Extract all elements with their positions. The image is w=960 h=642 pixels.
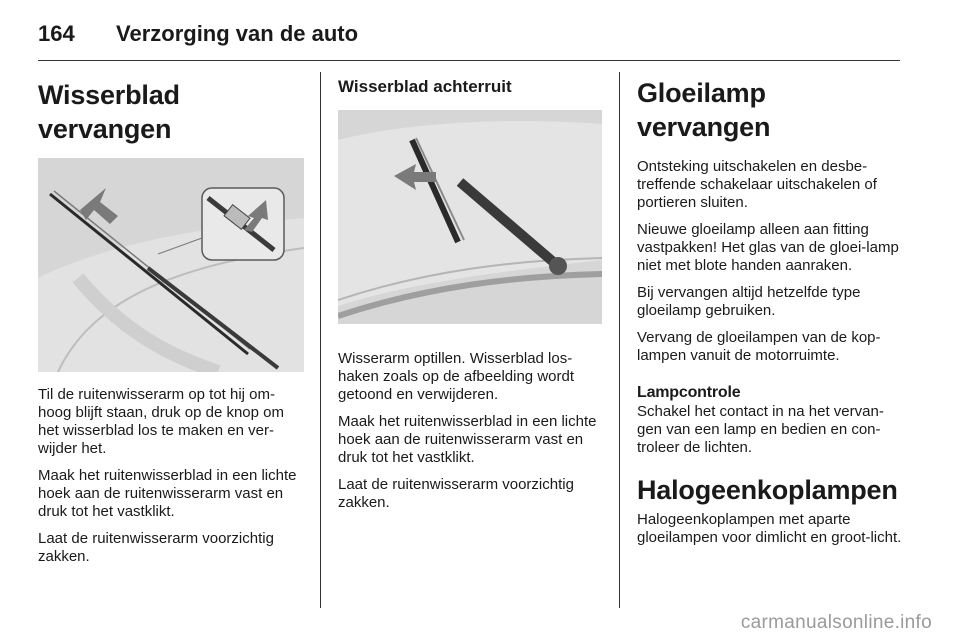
paragraph: Laat de ruitenwisserarm voorzichtig zakken.	[338, 476, 574, 511]
column-1	[38, 72, 304, 575]
column-3	[637, 72, 905, 556]
paragraph: Bij vervangen altijd hetzelfde type gloeilamp gebruiken.	[637, 284, 861, 319]
paragraph: Wisserarm optillen. Wisserblad los-haken zoals op de afbeelding wordt getoond en verwijderen.	[338, 350, 575, 403]
page-title: Verzorging van de auto	[116, 21, 359, 46]
section-heading-rear-wiper: Wisserblad achterruit	[338, 77, 512, 96]
wiper-blade-illustration	[38, 158, 304, 372]
page-header	[38, 14, 358, 54]
paragraph: Halogeenkoplampen met aparte gloeilampen voor dimlicht en groot-licht.	[637, 511, 902, 546]
paragraph: Vervang de gloeilampen van de kop-lampen vanuit de motorruimte.	[637, 329, 881, 364]
column-2	[338, 72, 604, 521]
paragraph: Til de ruitenwisserarm op tot hij om-hoog blijft staan, druk op de knop om het wisserblad los te maken en ver-wijder het.	[38, 386, 284, 457]
paragraph: Maak het ruitenwisserblad in een lichte hoek aan de ruitenwisserarm vast en druk tot het vastklikt.	[338, 413, 597, 466]
column-divider-2	[619, 72, 620, 608]
subheading-lampcontrole: Lampcontrole	[637, 384, 741, 401]
section-heading-halogen: Halogeenkoplampen	[637, 475, 898, 505]
column-divider-1	[320, 72, 321, 608]
paragraph: Laat de ruitenwisserarm voorzichtig zakken.	[38, 530, 274, 565]
rear-wiper-illustration	[338, 110, 602, 324]
section-heading-wiper: Wisserblad vervangen	[38, 80, 180, 144]
paragraph: Nieuwe gloeilamp alleen aan fitting vastpakken! Het glas van de gloei-lamp niet met blote handen aanraken.	[637, 221, 899, 274]
section-heading-bulb: Gloeilamp vervangen	[637, 78, 771, 142]
paragraph: Maak het ruitenwisserblad in een lichte hoek aan de ruitenwisserarm vast en druk tot het vastklikt.	[38, 467, 297, 520]
page-number: 164	[38, 21, 75, 46]
paragraph: Ontsteking uitschakelen en desbe-treffende schakelaar uitschakelen of portieren sluiten.	[637, 158, 877, 211]
paragraph: Schakel het contact in na het vervan-gen van een lamp en bedien en con-troleer de lichten.	[637, 403, 884, 456]
header-divider	[38, 60, 900, 61]
watermark: carmanualsonline.info	[740, 612, 932, 633]
